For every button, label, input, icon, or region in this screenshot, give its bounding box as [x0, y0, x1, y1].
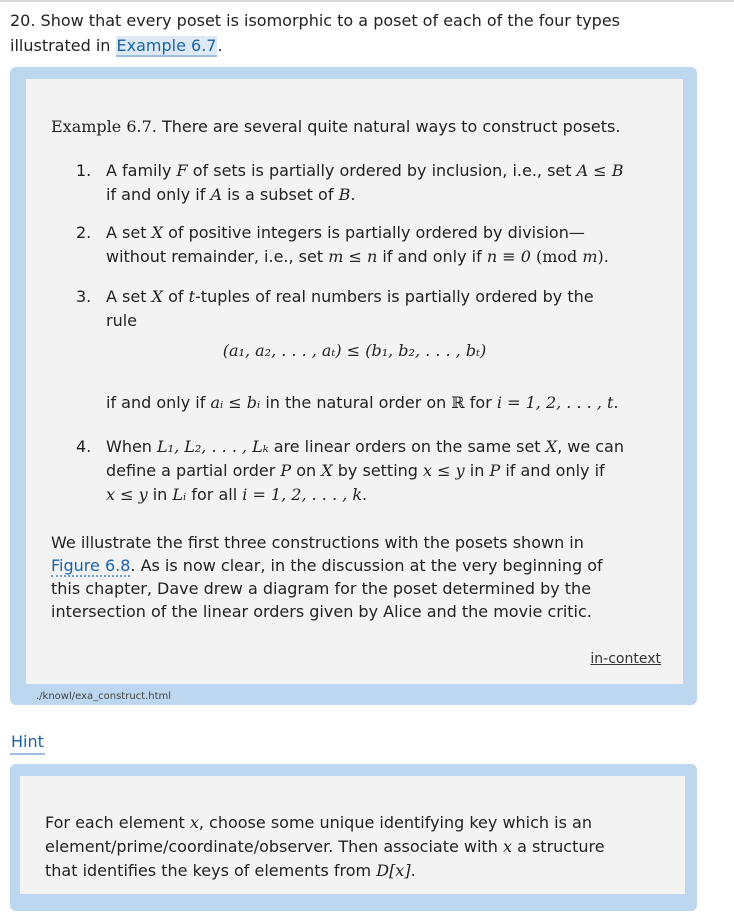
- item-2: [106, 221, 661, 269]
- item-3-rule: rule: [106, 311, 138, 330]
- item-4-relation: x ≤ y: [423, 461, 465, 480]
- hint-x: x: [189, 813, 199, 832]
- item-2-text-a: A set: [106, 223, 147, 242]
- hint-knowl: [10, 764, 697, 911]
- item-3-text-a: A set: [106, 287, 147, 306]
- hint-knowl-content: [20, 776, 685, 894]
- item-3-condition: [106, 391, 661, 415]
- item-4-text-g: for all: [191, 485, 238, 504]
- item-4-on: on: [296, 461, 317, 480]
- item-4-number: 4.: [76, 437, 92, 456]
- item-3-display-formula: (a₁, a₂, . . . , aₜ) ≤ (b₁, b₂, . . . , bₜ): [222, 341, 487, 360]
- example-heading: [51, 117, 620, 136]
- item-4-period: .: [362, 485, 368, 504]
- item-3-text-d: if and only if: [106, 393, 206, 412]
- hint-Dx: D[x]: [376, 861, 411, 880]
- hint-x-2: x: [502, 837, 512, 856]
- item-4-text-d: define a partial order: [106, 461, 276, 480]
- hint-line-1a: For each element: [45, 813, 185, 832]
- item-4-range: i = 1, 2, . . . , k: [242, 485, 363, 504]
- item-4-text-f: if and only if: [505, 461, 605, 480]
- item-3-text-e: in the natural order on: [265, 393, 447, 412]
- item-1-text-c: if and only if: [106, 185, 206, 204]
- item-1-set-A: A: [210, 185, 223, 204]
- para-line-3: this chapter, Dave drew a diagram for the poset determined by the: [51, 579, 592, 598]
- figure-6-8-link[interactable]: Figure 6.8: [51, 556, 131, 575]
- item-3-t: t: [188, 287, 196, 306]
- item-4-text-b: are linear orders on the same set: [273, 437, 541, 456]
- item-3-set-X: X: [151, 287, 163, 306]
- item-1-period: .: [350, 185, 356, 204]
- item-4-in: in: [469, 461, 485, 480]
- item-1-number: 1.: [76, 161, 92, 180]
- para-line-1: We illustrate the first three constructions with the posets shown in: [51, 533, 584, 552]
- top-divider: [0, 0, 734, 2]
- hint-toggle[interactable]: Hint: [10, 731, 45, 755]
- item-1-text-a: A family: [106, 161, 172, 180]
- exercise-period: .: [217, 36, 223, 55]
- item-3-number: 3.: [76, 287, 92, 306]
- item-4-text-e: by setting: [337, 461, 418, 480]
- item-2-relation: m ≤ n: [328, 247, 378, 266]
- item-3-text-c: -tuples of real numbers is partially ordered by the: [195, 287, 594, 306]
- item-4-in-2: in: [152, 485, 168, 504]
- item-2-congruence: n ≡ 0: [486, 247, 531, 266]
- item-2-modulus: m: [582, 247, 598, 266]
- exercise-line-2: illustrated in: [10, 36, 111, 55]
- knowl-url: ./knowl/exa_construct.html: [36, 691, 172, 702]
- item-4-set-X: X: [545, 437, 558, 456]
- hint-text: [45, 811, 665, 883]
- hint-line-3a: that identifies the keys of elements from: [45, 861, 372, 880]
- item-4-order-P-2: P: [489, 461, 501, 480]
- item-3-for: for: [469, 393, 492, 412]
- item-1-relation: A ≤ B: [576, 161, 624, 180]
- item-3-range: i = 1, 2, . . . , t: [496, 393, 614, 412]
- hint-period: .: [410, 861, 416, 880]
- item-3: [106, 285, 661, 333]
- item-2-number: 2.: [76, 223, 92, 242]
- item-1-family-F: F: [176, 161, 188, 180]
- item-4-order-P: P: [280, 461, 292, 480]
- item-4-set-X-2: X: [321, 461, 333, 480]
- item-4-text-c: , we can: [557, 437, 624, 456]
- example-paragraph: [51, 531, 651, 623]
- item-1: [106, 159, 661, 207]
- item-2-text-b: of positive integers is partially ordered by division—: [168, 223, 585, 242]
- item-2-text-d: if and only if: [382, 247, 482, 266]
- hint-line-2a: element/prime/coordinate/observer. Then associate with: [45, 837, 498, 856]
- item-1-set-B: B: [338, 185, 351, 204]
- item-2-close: ).: [597, 247, 609, 266]
- example-knowl: [10, 67, 697, 705]
- item-3-text-b: of: [168, 287, 184, 306]
- para-line-2: . As is now clear, in the discussion at the very beginning of: [130, 556, 603, 575]
- item-2-text-c: without remainder, i.e., set: [106, 247, 324, 266]
- item-4-orders: L₁, L₂, . . . , Lₖ: [157, 437, 269, 456]
- example-knowl-content: [26, 79, 683, 684]
- item-3-period: .: [613, 393, 619, 412]
- hint-line-2b: a structure: [517, 837, 605, 856]
- example-intro: There are several quite natural ways to construct posets.: [161, 117, 621, 136]
- item-4-Li: Lᵢ: [172, 485, 187, 504]
- item-1-text-d: is a subset of: [227, 185, 334, 204]
- item-4-text-a: When: [106, 437, 152, 456]
- item-3-reals: ℝ: [451, 393, 465, 412]
- item-4-relation-2: x ≤ y: [106, 485, 148, 504]
- item-2-set-X: X: [151, 223, 163, 242]
- example-title: Example 6.7.: [51, 117, 157, 136]
- item-4: [106, 435, 661, 507]
- item-2-mod: (mod: [535, 247, 578, 266]
- para-line-4: intersection of the linear orders given by Alice and the movie critic.: [51, 602, 592, 621]
- exercise-line-1: 20. Show that every poset is isomorphic to a poset of each of the four types: [10, 11, 621, 30]
- exercise-statement: [10, 8, 700, 58]
- item-3-relation: aᵢ ≤ bᵢ: [210, 393, 261, 412]
- example-6-7-link[interactable]: Example 6.7: [116, 36, 217, 55]
- in-context-link[interactable]: in-context: [590, 651, 661, 667]
- hint-line-1b: , choose some unique identifying key which is an: [198, 813, 592, 832]
- item-1-text-b: of sets is partially ordered by inclusion, i.e., set: [192, 161, 572, 180]
